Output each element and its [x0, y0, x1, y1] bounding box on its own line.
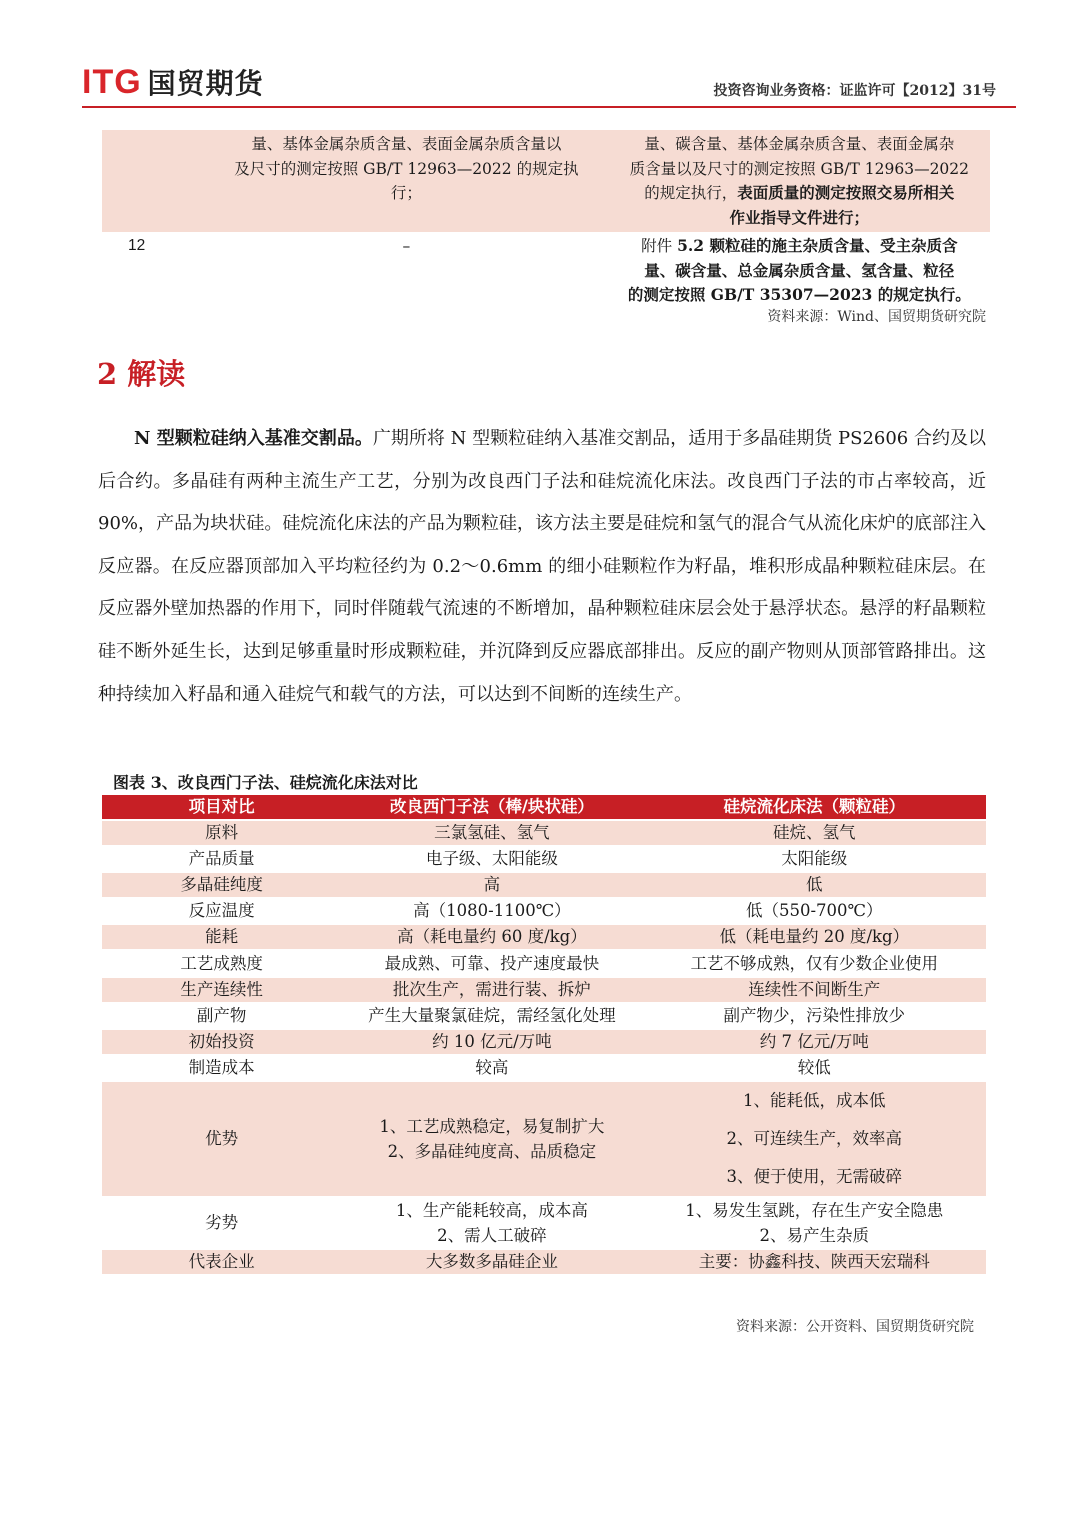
table-cell: 约 10 亿元/万吨	[341, 1030, 642, 1056]
table-cell: 批次生产，需进行装、拆炉	[341, 978, 642, 1004]
table-cell: 低（550-700℃）	[643, 899, 986, 925]
table-row	[102, 232, 990, 310]
table-row	[102, 899, 986, 925]
table-row	[102, 1056, 986, 1082]
section-title: 2 解读	[97, 357, 186, 391]
table-cell: 1、能耗低，成本低 2、可连续生产，效率高 3、便于使用，无需破碎	[643, 1082, 986, 1198]
table-row	[102, 130, 990, 232]
table-cell: 约 7 亿元/万吨	[643, 1030, 986, 1056]
table-row	[102, 925, 986, 951]
table-cell: 多晶硅纯度	[102, 873, 341, 899]
table-row	[102, 1250, 986, 1276]
table-cell-old: 量、基体金属杂质含量、表面金属杂质含量以 及尺寸的测定按照 GB/T 12963—2022 的规定执 行；	[204, 130, 608, 232]
table-cell: 三氯氢硅、氢气	[341, 821, 642, 847]
table-cell: 较高	[341, 1056, 642, 1082]
table-row	[102, 1082, 986, 1198]
table-row	[102, 847, 986, 873]
header-divider	[82, 106, 1016, 108]
table-cell: 能耗	[102, 925, 341, 951]
table-cell: 副产物少，污染性排放少	[643, 1004, 986, 1030]
table-cell: 最成熟、可靠、投产速度最快	[341, 951, 642, 978]
table-row	[102, 1004, 986, 1030]
table-cell: 制造成本	[102, 1056, 341, 1082]
paragraph-body: 广期所将 N 型颗粒硅纳入基准交割品，适用于多晶硅期货 PS2606 合约及以后合约。多晶硅有两种主流生产工艺，分别为改良西门子法和硅烷流化床法。改良西门子法的市占率较高，近 90%，产品为块状硅。硅烷流化床法的产品为颗粒硅，该方法主要是硅烷和氢气的混合气从流化床炉的底部注入反应器。在反应器顶部加入平均粒径约为 0.2～0.6mm 的细小硅颗粒作为籽晶，堆积形成晶种颗粒硅床层。在反应器外壁加热器的作用下，同时伴随载气流速的不断增加，晶种颗粒硅床层会处于悬浮状态。悬浮的籽晶颗粒硅不断外延生长，达到足够重量时形成颗粒硅，并沉降到反应器底部排出。反应的副产物则从顶部管路排出。这种持续加入籽晶和通入硅烷气和载气的方法，可以达到不间断的连续生产。	[98, 428, 987, 705]
comparison-table	[102, 795, 986, 1276]
table-cell: 连续性不间断生产	[643, 978, 986, 1004]
table-cell: 高	[341, 873, 642, 899]
logo-itg-text: ITG	[82, 62, 142, 101]
table-cell: 产生大量聚氯硅烷，需经氢化处理	[341, 1004, 642, 1030]
table-cell: 主要：协鑫科技、陕西天宏瑞科	[643, 1250, 986, 1276]
table-cell: 副产物	[102, 1004, 341, 1030]
table-cell: 工艺成熟度	[102, 951, 341, 978]
table-cell: 产品质量	[102, 847, 341, 873]
table-cell: 劣势	[102, 1198, 341, 1250]
column-header: 项目对比	[102, 795, 341, 821]
paragraph-lead: N 型颗粒硅纳入基准交割品。	[134, 428, 373, 449]
table-cell: 大多数多晶硅企业	[341, 1250, 642, 1276]
table-source-note: 资料来源：Wind、国贸期货研究院	[767, 309, 986, 325]
logo-company-name: 国贸期货	[147, 67, 264, 100]
table-cell: 太阳能级	[643, 847, 986, 873]
table-cell: 1、生产能耗较高，成本高 2、需人工破碎	[341, 1198, 642, 1250]
table-cell: 1、工艺成熟稳定，易复制扩大 2、多晶硅纯度高、品质稳定	[341, 1082, 642, 1198]
table-cell: 较低	[643, 1056, 986, 1082]
table-cell: 代表企业	[102, 1250, 341, 1276]
body-paragraph	[98, 418, 986, 716]
column-header: 改良西门子法（棒/块状硅）	[341, 795, 642, 821]
license-info: 投资咨询业务资格：证监许可【2012】31号	[713, 83, 996, 99]
table-cell-old: –	[402, 237, 411, 255]
table-cell-new: 量、碳含量、基体金属杂质含量、表面金属杂 质含量以及尺寸的测定按照 GB/T 12963—2022 的规定执行，表面质量的测定按照交易所相关 作业指导文件进行；	[609, 130, 990, 232]
table-cell: 低	[643, 873, 986, 899]
company-logo	[82, 62, 264, 102]
table-cell: 高（1080-1100℃）	[341, 899, 642, 925]
table-cell: 初始投资	[102, 1030, 341, 1056]
table-cell: 反应温度	[102, 899, 341, 925]
page-header	[82, 62, 1016, 108]
table-row	[102, 821, 986, 847]
table-row	[102, 1030, 986, 1056]
table-row	[102, 978, 986, 1004]
table-cell-no: 12	[128, 237, 146, 254]
table-cell-new: 附件 5.2 颗粒硅的施主杂质含量、受主杂质含 量、碳含量、总金属杂质含量、氢含量、粒径 的测定按照 GB/T 35307—2023 的规定执行。	[627, 236, 971, 304]
figure-source-note: 资料来源：公开资料、国贸期货研究院	[736, 1319, 974, 1335]
table-cell: 低（耗电量约 20 度/kg）	[643, 925, 986, 951]
table-row	[102, 1198, 986, 1250]
table-cell: 优势	[102, 1082, 341, 1198]
table-cell: 电子级、太阳能级	[341, 847, 642, 873]
table-cell: 原料	[102, 821, 341, 847]
table-row	[102, 873, 986, 899]
table-cell: 硅烷、氢气	[643, 821, 986, 847]
table-cell: 高（耗电量约 60 度/kg）	[341, 925, 642, 951]
regulation-table	[102, 130, 990, 310]
table-cell: 生产连续性	[102, 978, 341, 1004]
table-cell: 1、易发生氢跳，存在生产安全隐患 2、易产生杂质	[643, 1198, 986, 1250]
table-cell: 工艺不够成熟，仅有少数企业使用	[643, 951, 986, 978]
table-header-row	[102, 795, 986, 821]
column-header: 硅烷流化床法（颗粒硅）	[643, 795, 986, 821]
table-row	[102, 951, 986, 978]
figure-caption: 图表 3、改良西门子法、硅烷流化床法对比	[113, 773, 418, 792]
table-cell-no	[102, 130, 204, 232]
